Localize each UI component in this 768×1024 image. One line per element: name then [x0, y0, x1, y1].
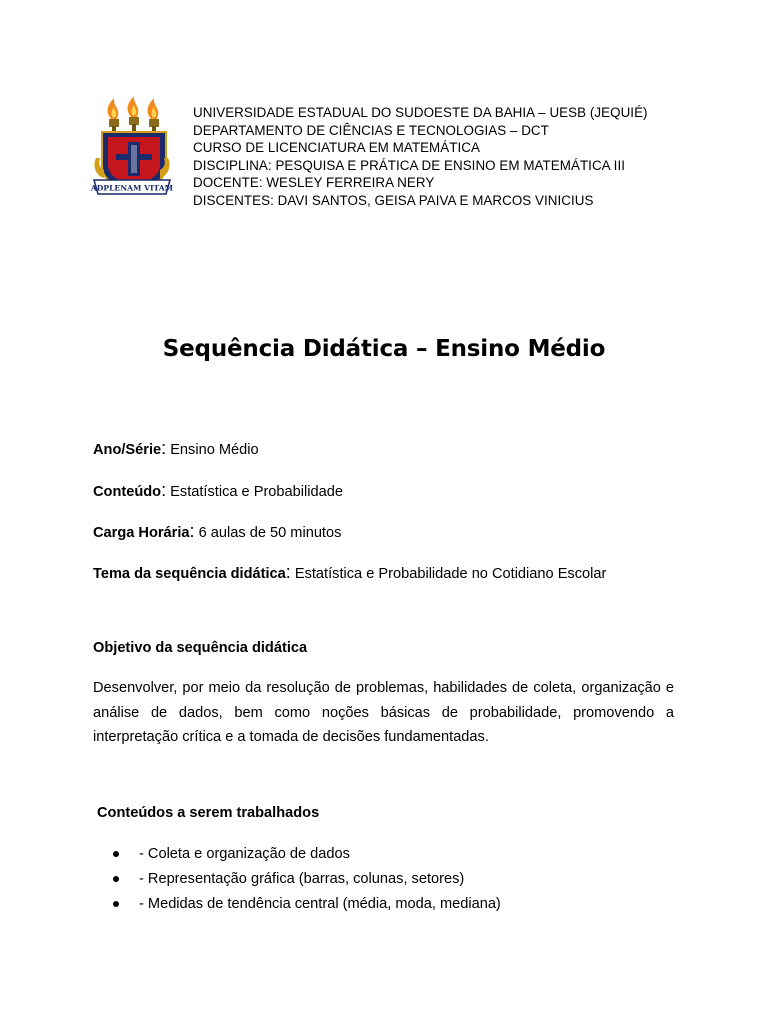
header-students: DISCENTES: DAVI SANTOS, GEISA PAIVA E MARCOS VINICIUS — [193, 192, 594, 208]
bullet-icon — [113, 876, 119, 882]
field-value: Ensino Médio — [170, 442, 259, 458]
list-item-text: - Coleta e organização de dados — [139, 846, 350, 862]
field-ano-serie: Ano/Série: Ensino Médio — [93, 438, 259, 458]
page-title: Sequência Didática – Ensino Médio — [162, 336, 606, 362]
contents-list — [113, 842, 501, 916]
header-discipline: DISCIPLINA: PESQUISA E PRÁTICA DE ENSINO EM MATEMÁTICA III — [193, 157, 625, 173]
list-item — [113, 842, 501, 867]
institution-header — [193, 104, 753, 210]
field-carga-horaria: Carga Horária: 6 aulas de 50 minutos — [93, 521, 342, 541]
field-tema: Tema da sequência didática: Estatística e Probabilidade no Cotidiano Escolar — [93, 562, 607, 582]
bullet-icon — [113, 851, 119, 857]
header-teacher: DOCENTE: WESLEY FERREIRA NERY — [193, 175, 435, 191]
header-course: CURSO DE LICENCIATURA EM MATEMÁTICA — [193, 140, 480, 156]
list-item — [113, 892, 501, 917]
list-item-text: - Representação gráfica (barras, colunas, setores) — [139, 870, 465, 887]
field-value: Estatística e Probabilidade — [170, 484, 343, 500]
field-label: Carga Horária — [93, 525, 190, 541]
field-value: 6 aulas de 50 minutos — [198, 525, 342, 541]
list-item-text: - Medidas de tendência central (média, moda, mediana) — [139, 895, 501, 912]
objective-heading: Objetivo da sequência didática — [93, 640, 308, 656]
field-value: Estatística e Probabilidade no Cotidiano Escolar — [294, 566, 607, 582]
header-department: DEPARTAMENTO DE CIÊNCIAS E TECNOLOGIAS – DCT — [193, 122, 549, 138]
contents-heading: Conteúdos a serem trabalhados — [97, 805, 320, 821]
field-label: Ano/Série — [93, 442, 162, 458]
header-university: UNIVERSIDADE ESTADUAL DO SUDOESTE DA BAHIA – UESB (JEQUIÉ) — [193, 105, 648, 120]
field-label: Tema da sequência didática — [93, 566, 286, 582]
field-label: Conteúdo — [93, 484, 162, 500]
objective-text: Desenvolver, por meio da resolução de problemas, habilidades de coleta, organização e análise de dados, bem como noções básicas de probabilidade, promovendo a interpretação crítica e a tomada de decisões fundamentadas. — [93, 680, 674, 745]
logo-motto: ADPLENAM VITAM — [90, 183, 174, 193]
list-item — [113, 867, 501, 892]
field-conteudo: Conteúdo: Estatística e Probabilidade — [93, 480, 343, 500]
uesb-crest-icon — [90, 96, 174, 200]
bullet-icon — [113, 901, 119, 907]
